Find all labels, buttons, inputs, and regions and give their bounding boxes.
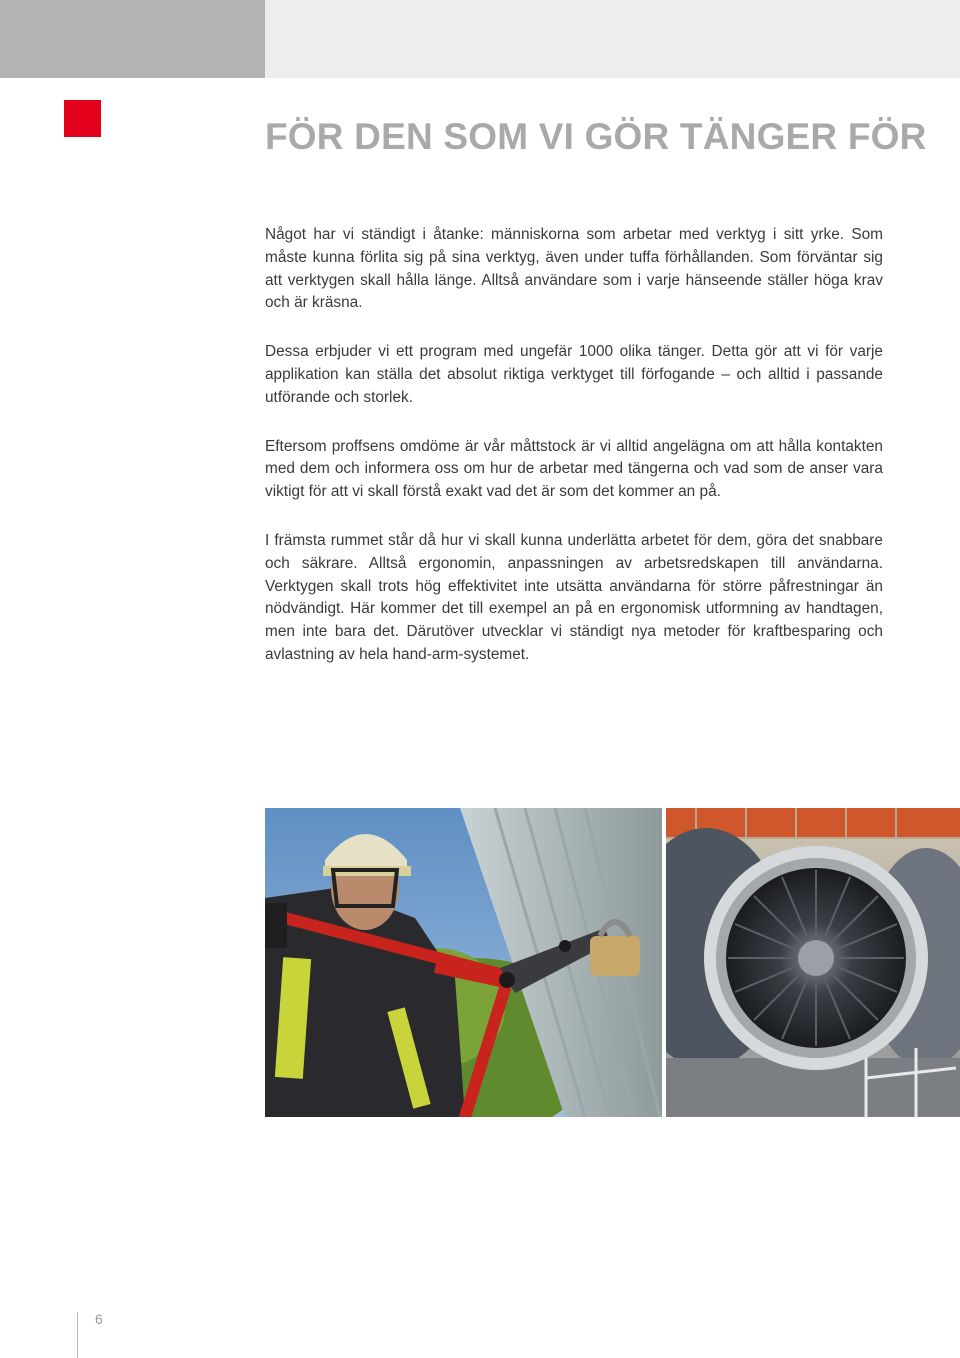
red-accent-square: [64, 100, 101, 137]
page-title: FÖR DEN SOM VI GÖR TÄNGER FÖR: [265, 116, 927, 157]
header-band-light: [265, 0, 960, 78]
page-number: 6: [95, 1311, 103, 1327]
paragraph-4: I främsta rummet står då hur vi skall kunna underlätta arbetet för dem, göra det snabbare och säkrare. Alltså ergonomin, anpassningen av arbetsredskapen till användarna. Verktygen skall trots hög effektivitet inte utsätta användarna för större påfrestningar än nödvändigt. Här kommer det till exempel an på en ergonomisk utformning av handtagen, men inte bara det. Därutöver utvecklar vi ständigt nya metoder för kraftbesparing och avlastning av hela hand-arm-systemet.: [265, 531, 883, 663]
paragraph-3: Eftersom proffsens omdöme är vår måttstock är vi alltid angelägna om att hålla kontakten med dem och informera oss om hur de arbetar med tängerna och vad som de anser vara viktigt för att vi skall förstå exakt vad det är som det kommer an på.: [265, 437, 883, 501]
body-text: [265, 224, 883, 693]
firefighter-bolt-cutter-photo: [265, 808, 662, 1117]
paragraph-2: Dessa erbjuder vi ett program med ungefär 1000 olika tänger. Detta gör att vi för varje applikation kan ställa det absolut riktiga verktyget till förfogande – och alltid i passande utförande och storlek.: [265, 343, 883, 406]
footer-rule: [77, 1312, 78, 1358]
paragraph-1: Något har vi ständigt i åtanke: människorna som arbetar med verktyg i sitt yrke. Som måste kunna förlita sig på sina verktyg, även under tuffa förhållanden. Som förväntar sig att verktygen skall hålla länge. Alltså användare som i varje hänseende ställer höga krav och är kräsna.: [265, 226, 883, 312]
jet-engine-photo: [666, 808, 960, 1117]
header-band-dark: [0, 0, 265, 78]
